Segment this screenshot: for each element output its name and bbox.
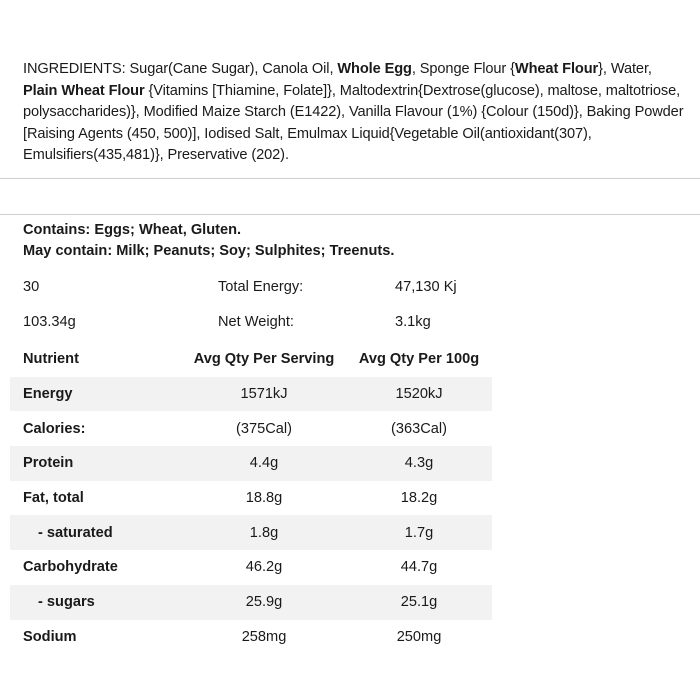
ingredients-segment: INGREDIENTS: Sugar(Cane Sugar), Canola Oil, xyxy=(23,61,338,77)
nutrition-row xyxy=(10,585,492,620)
nutrient-name: - saturated xyxy=(10,515,182,550)
nutrient-name: Protein xyxy=(10,446,182,481)
total-energy-value: 47,130 Kj xyxy=(395,279,457,295)
ingredients-segment: , Sponge Flour { xyxy=(411,61,515,77)
nutrition-row xyxy=(10,377,492,412)
serving-size-value: 103.34g xyxy=(23,314,76,330)
per-serving-value: 1.8g xyxy=(182,515,346,550)
nutrient-name: Energy xyxy=(10,377,182,412)
divider xyxy=(0,178,700,179)
net-weight-value: 3.1kg xyxy=(395,314,431,330)
ingredients-segment-bold: Whole Egg xyxy=(337,61,412,77)
ingredients-text xyxy=(23,59,688,167)
contains-line: Contains: Eggs; Wheat, Gluten. xyxy=(23,222,242,238)
per-100g-value: 4.3g xyxy=(346,446,492,481)
nutrient-name: Sodium xyxy=(23,628,77,645)
per-serving-value: 18.8g xyxy=(245,490,283,507)
header-per-serving: Avg Qty Per Serving xyxy=(193,351,335,368)
per-serving-value: 258mg xyxy=(241,628,287,645)
nutrition-row xyxy=(10,481,492,516)
header-nutrient: Nutrient xyxy=(23,351,79,368)
nutrient-name: Fat, total xyxy=(23,490,84,507)
per-100g-value: 1520kJ xyxy=(346,377,492,412)
per-serving-value: (375Cal) xyxy=(236,420,292,437)
per-serving-value: 4.4g xyxy=(182,446,346,481)
may-contain-line: May contain: Milk; Peanuts; Soy; Sulphites; Treenuts. xyxy=(23,243,395,259)
per-serving-value: 25.9g xyxy=(182,585,346,620)
total-energy-label: Total Energy: xyxy=(218,279,304,295)
per-100g-value: 18.2g xyxy=(400,490,438,507)
ingredients-segment: }, Water, xyxy=(598,61,652,77)
nutrition-row xyxy=(10,550,492,585)
nutrition-row xyxy=(10,446,492,481)
allergen-statement xyxy=(23,220,394,262)
per-100g-value: (363Cal) xyxy=(391,420,447,437)
ingredients-segment-bold: Wheat Flour xyxy=(514,61,599,77)
nutrient-name: Calories: xyxy=(23,420,86,437)
net-weight-label: Net Weight: xyxy=(218,314,294,330)
per-100g-value: 1.7g xyxy=(346,515,492,550)
divider xyxy=(0,214,700,215)
per-100g-value: 44.7g xyxy=(400,559,438,576)
nutrition-row xyxy=(10,411,492,446)
nutrient-name: Carbohydrate xyxy=(23,559,118,576)
nutrition-row xyxy=(10,515,492,550)
header-per-100g: Avg Qty Per 100g xyxy=(358,351,480,368)
per-100g-value: 250mg xyxy=(396,628,442,645)
per-serving-value: 46.2g xyxy=(245,559,283,576)
nutrient-name: - sugars xyxy=(10,585,182,620)
nutrition-row xyxy=(10,620,492,655)
ingredients-segment-bold: Plain Wheat Flour xyxy=(23,82,145,99)
per-100g-value: 25.1g xyxy=(346,585,492,620)
nutrition-table xyxy=(10,342,492,654)
per-serving-value: 1571kJ xyxy=(182,377,346,412)
nutrition-header-row xyxy=(10,342,492,377)
servings-value: 30 xyxy=(23,279,40,295)
ingredients-segment: {Vitamins [Thiamine, Folate]}, Maltodextrin{Dextrose(glucose), maltose, maltotriose, polysaccharides)}, Modified Maize Starch (E1422), Vanilla Flavour (1%) {Colour (150d)}, Baking Powder [Raising Agents (450, 500)], Iodised Salt, Emulmax Liquid{Vegetable Oil(antioxidant(307), Emulsifiers(435,481)}, Preservative (202). xyxy=(23,82,684,164)
